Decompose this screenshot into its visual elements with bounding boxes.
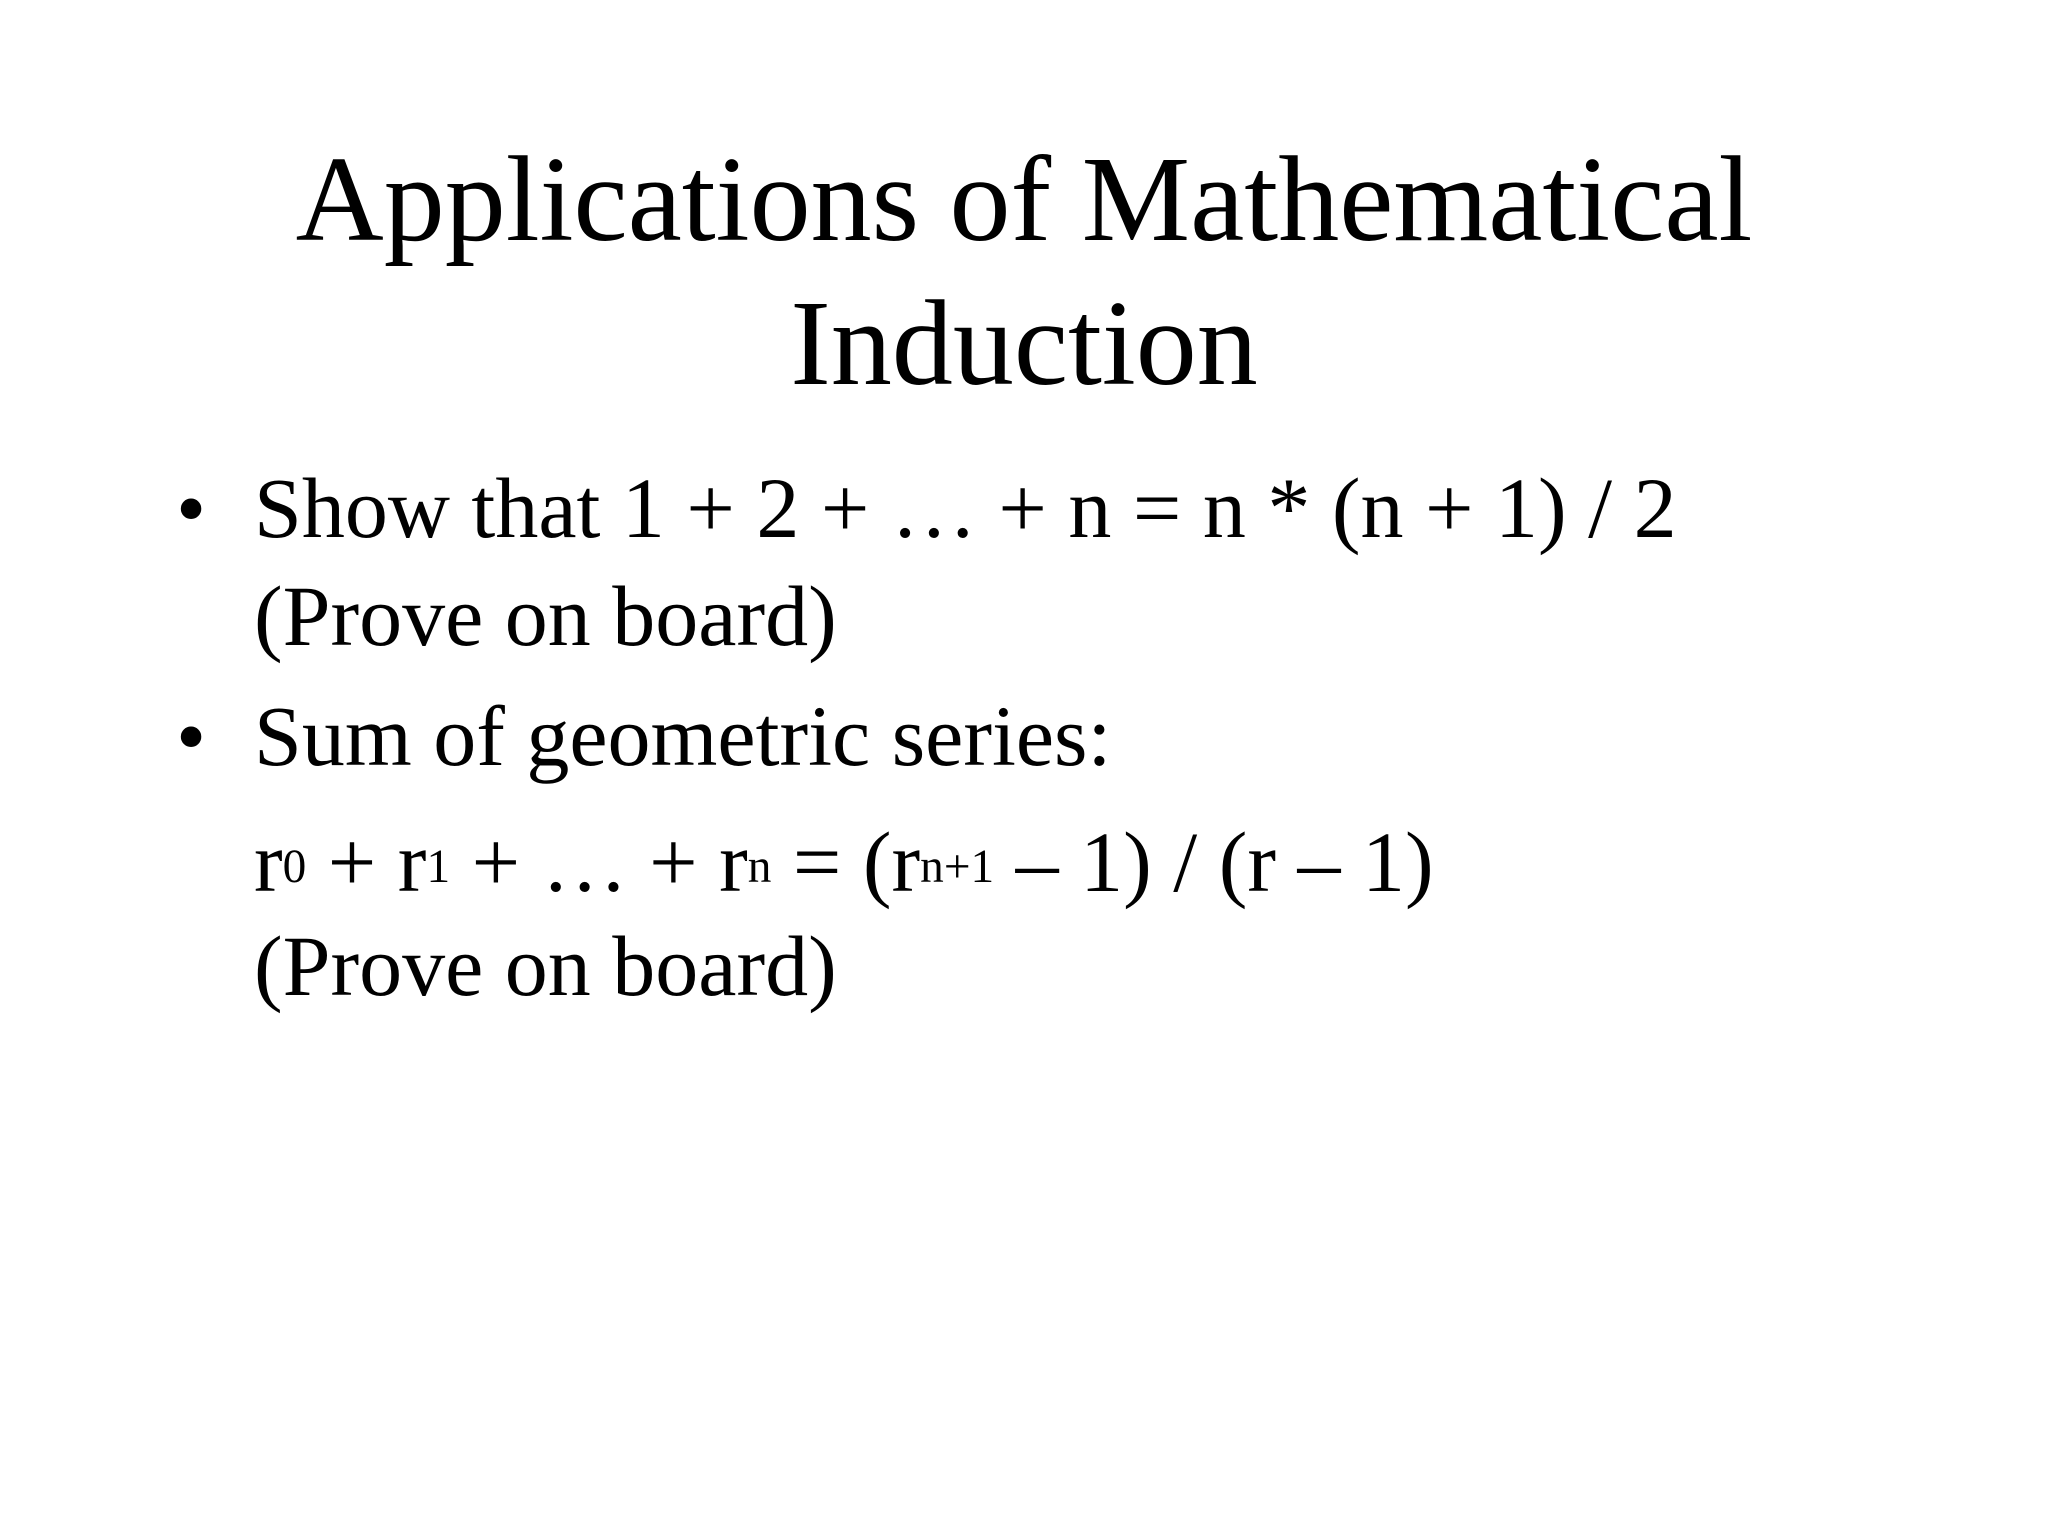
slide-title-line-2: Induction: [790, 276, 1258, 411]
bullet-1-text: Show that 1 + 2 + … + n = n * (n + 1) / 2: [254, 460, 1677, 556]
formula-exp-n: n: [747, 840, 772, 893]
formula-exp-n-plus-1: n+1: [920, 840, 995, 893]
formula-equals: = (r: [771, 814, 921, 910]
formula-r: r: [254, 814, 283, 910]
bullet-1-note: (Prove on board): [254, 568, 837, 664]
slide-title-line-1: Applications of Mathematical: [295, 132, 1753, 267]
geometric-series-formula: [254, 812, 1434, 912]
bullet-marker-1: •: [176, 460, 207, 556]
bullet-2-text: Sum of geometric series:: [254, 688, 1112, 784]
formula-exp-0: 0: [282, 840, 307, 893]
formula-term-1: + r: [306, 814, 427, 910]
formula-term-n: + … + r: [450, 814, 748, 910]
bullet-marker-2: •: [176, 688, 207, 784]
formula-exp-1: 1: [426, 840, 451, 893]
formula-rest: – 1) / (r – 1): [994, 814, 1434, 910]
formula-note: (Prove on board): [254, 918, 837, 1014]
